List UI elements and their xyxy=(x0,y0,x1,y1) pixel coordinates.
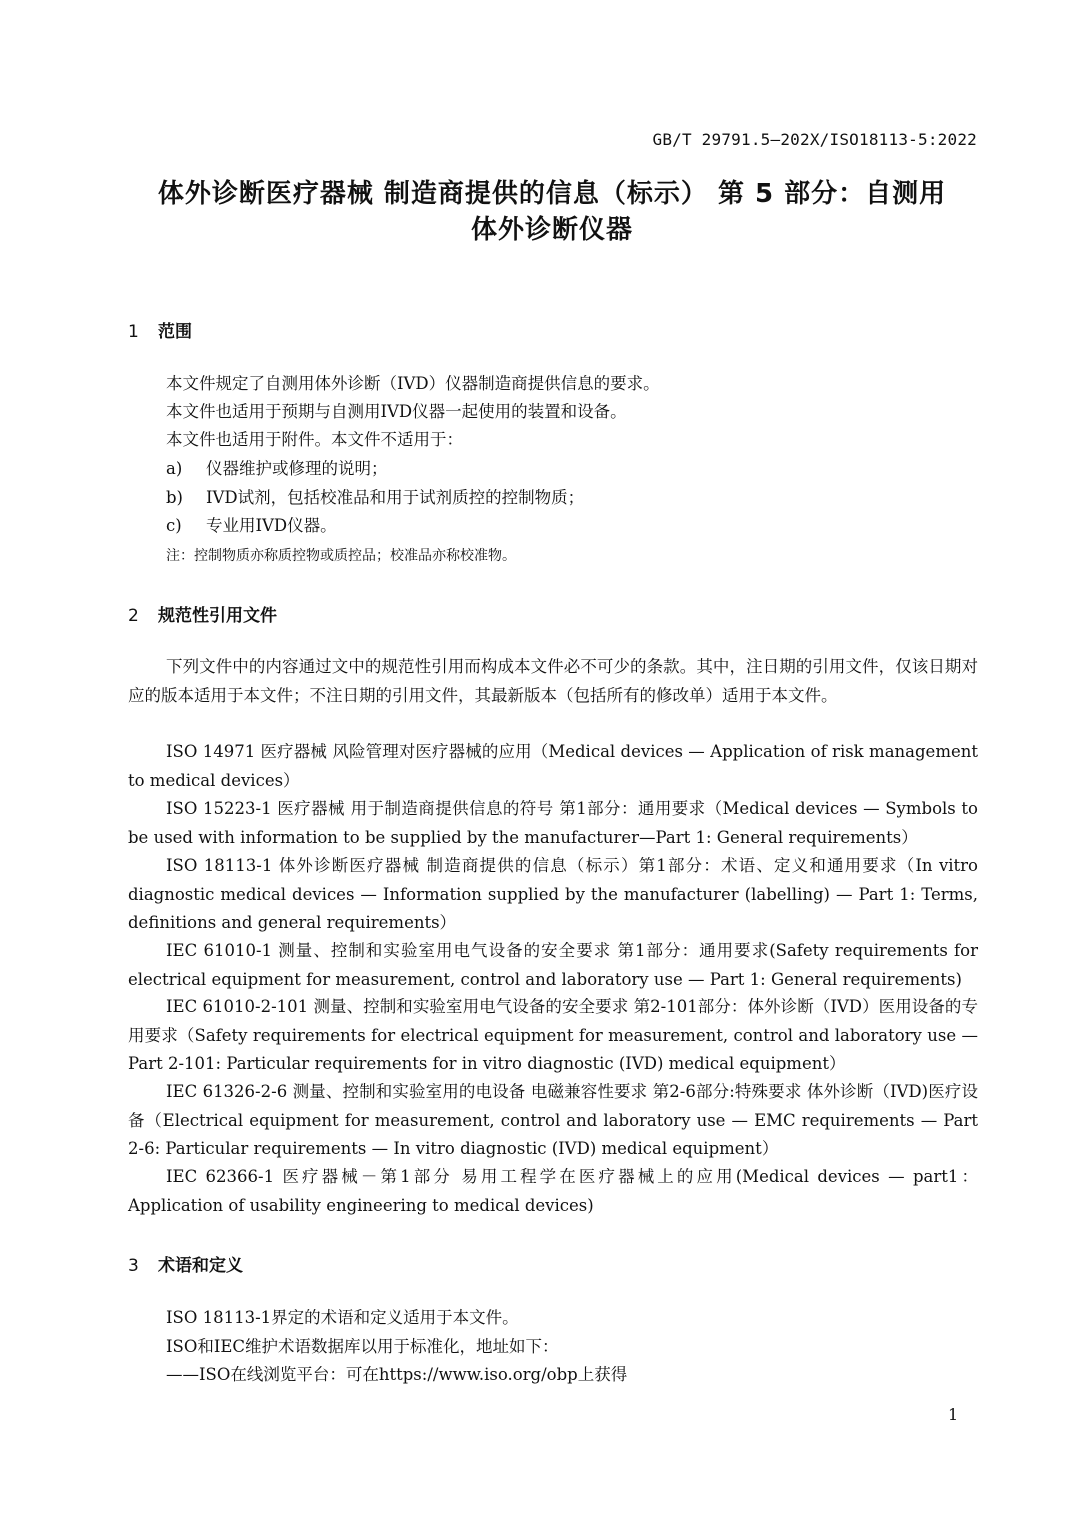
section-1-heading xyxy=(128,317,192,342)
document-title xyxy=(120,176,984,248)
section-number: 2 xyxy=(128,606,139,626)
list-item xyxy=(166,455,388,484)
reference-entry: IEC 61326-2-6 测量、控制和实验室用的电设备 电磁兼容性要求 第2-6部分:特殊要求 体外诊断（IVD)医疗设备（Electrical equipment for measurement, control and laboratory use — EMC requirements — Part 2-6: Particular requirements — In vitro diagnostic (IVD) medical equipment） xyxy=(128,1082,978,1158)
list-marker: b) xyxy=(166,488,183,507)
terms-paragraph-3: ——ISO在线浏览平台：可在https://www.iso.org/obp上获得 xyxy=(166,1365,628,1384)
section-title: 术语和定义 xyxy=(158,1256,243,1276)
list-item-text: 专业用IVD仪器。 xyxy=(206,516,337,535)
list-item-text: IVD试剂，包括校准品和用于试剂质控的控制物质； xyxy=(206,488,585,507)
list-marker: a) xyxy=(166,459,183,478)
reference-entry: ISO 18113-1 体外诊断医疗器械 制造商提供的信息（标示）第1部分：术语、定义和通用要求（In vitro diagnostic medical devices — Information supplied by the manufacturer (labelling) — Part 1: Terms, definitions and general requirements） xyxy=(128,856,978,932)
terms-paragraph-2: ISO和IEC维护术语数据库以用于标准化，地址如下： xyxy=(166,1337,559,1356)
reference-entry: ISO 15223-1 医疗器械 用于制造商提供信息的符号 第1部分：通用要求（Medical devices — Symbols to be used with information to be supplied by the manufacturer—Part 1: General requirements） xyxy=(128,799,978,847)
scope-paragraph-1: 本文件规定了自测用体外诊断（IVD）仪器制造商提供信息的要求。 xyxy=(166,374,660,393)
section-number: 3 xyxy=(128,1256,139,1276)
scope-note: 注：控制物质亦称质控物或质控品；校准品亦称校准物。 xyxy=(166,548,516,564)
list-item xyxy=(166,512,337,541)
reference-entry: IEC 61010-2-101 测量、控制和实验室用电气设备的安全要求 第2-101部分：体外诊断（IVD）医用设备的专用要求（Safety requirements for electrical equipment for measurement, control and laboratory use — Part 2-101: Particular requirements for in vitro diagnostic (IVD) medical equipment） xyxy=(128,997,978,1073)
document-identifier: GB/T 29791.5—202X/ISO18113-5:2022 xyxy=(652,130,977,149)
title-line-2: 体外诊断仪器 xyxy=(470,215,633,245)
section-title: 规范性引用文件 xyxy=(158,606,277,626)
section-title: 范围 xyxy=(158,322,192,342)
list-item xyxy=(166,484,584,513)
section-3-heading xyxy=(128,1251,243,1276)
terms-paragraph-1: ISO 18113-1界定的术语和定义适用于本文件。 xyxy=(166,1308,519,1327)
reference-entry: IEC 61010-1 测量、控制和实验室用电气设备的安全要求 第1部分：通用要求(Safety requirements for electrical equipment for measurement, control and laboratory use — Part 1: General requirements) xyxy=(128,941,978,989)
scope-paragraph-2: 本文件也适用于预期与自测用IVD仪器一起使用的装置和设备。 xyxy=(166,402,627,421)
list-item-text: 仪器维护或修理的说明； xyxy=(206,459,388,478)
scope-paragraph-3: 本文件也适用于附件。本文件不适用于： xyxy=(166,430,463,449)
reference-entry: IEC 62366-1 医疗器械－第1部分 易用工程学在医疗器械上的应用(Medical devices — part1：Application of usability engineering to medical devices) xyxy=(128,1167,978,1215)
page-number: 1 xyxy=(948,1405,959,1424)
section-2-heading xyxy=(128,601,277,626)
reference-entry: ISO 14971 医疗器械 风险管理对医疗器械的应用（Medical devices — Application of risk management to medical devices） xyxy=(128,742,978,790)
references-intro: 下列文件中的内容通过文中的规范性引用而构成本文件必不可少的条款。其中，注日期的引用文件，仅该日期对应的版本适用于本文件；不注日期的引用文件，其最新版本（包括所有的修改单）适用于本文件。 xyxy=(128,657,978,705)
list-marker: c) xyxy=(166,516,182,535)
title-line-1: 体外诊断医疗器械 制造商提供的信息（标示） 第 5 部分：自测用 xyxy=(157,179,947,209)
section-number: 1 xyxy=(128,322,139,342)
